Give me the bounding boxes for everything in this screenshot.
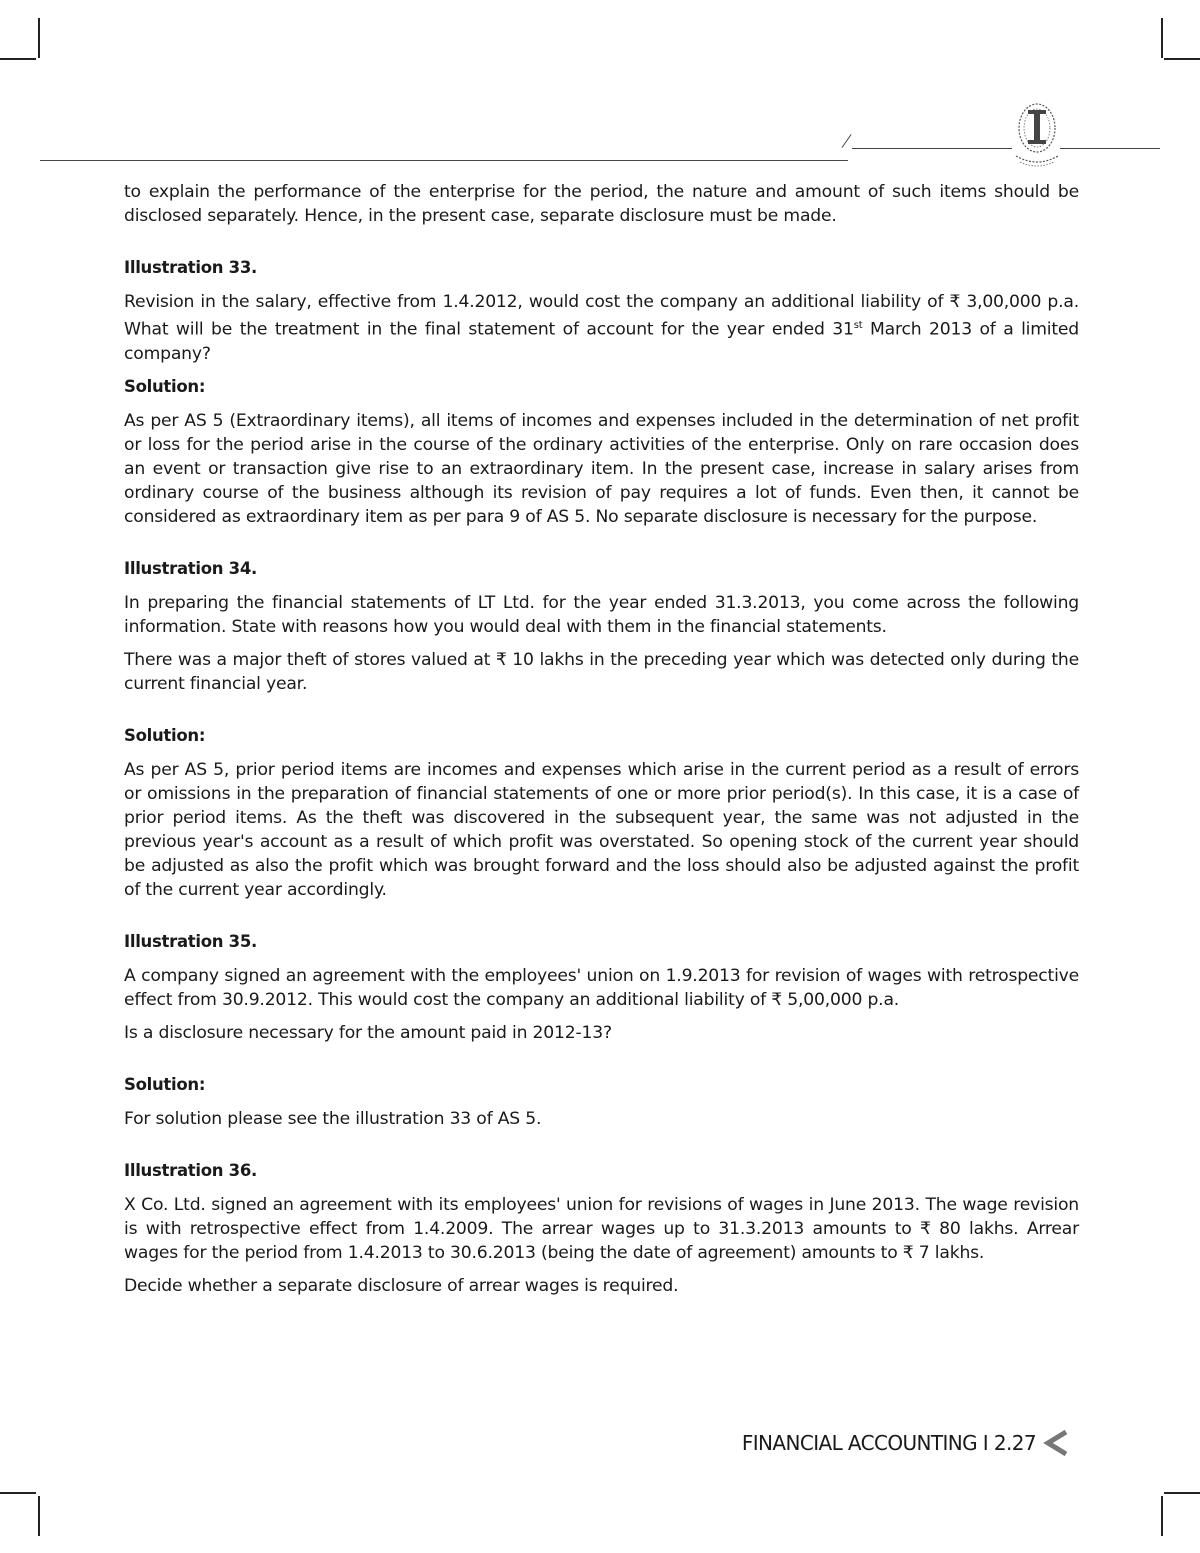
header-rule-slant [842,134,852,148]
crop-mark [1164,58,1200,60]
crop-mark [38,1496,40,1536]
crop-mark [0,1492,36,1494]
page-content [124,180,1079,1298]
illustration-question: A company signed an agreement with the employees' union on 1.9.2013 for revision of wages with retrospective effect from 30.9.2012. This would cost the company an additional liability of ₹ 5,00,000 p.a. [124,965,1079,1010]
illustration-question: Decide whether a separate disclosure of arrear wages is required. [124,1275,679,1296]
paragraph: to explain the performance of the enterprise for the period, the nature and amount of such items should be disclosed separately. Hence, in the present case, separate disclosure must be made. [124,182,1079,226]
crop-mark [1161,18,1163,58]
illustration-question: X Co. Ltd. signed an agreement with its employees' union for revisions of wages in June 2013. The wage revision is with retrospective effect from 1.4.2009. The arrear wages up to 31.3.2013 amounts to ₹ 80 lakhs. Arrear wages for the period from 1.4.2013 to 30.6.2013 (being the date of agreement) amounts to ₹ 7 lakhs. [124,1194,1079,1263]
solution-text: For solution please see the illustration 33 of AS 5. [124,1108,542,1129]
solution-heading: Solution: [124,1074,206,1094]
page-footer [742,1428,1068,1458]
crop-mark [1161,1496,1163,1536]
header-rule [40,160,848,161]
header-rule [852,148,1012,149]
illustration-question: Is a disclosure necessary for the amount paid in 2012-13? [124,1022,612,1043]
solution-text: As per AS 5, prior period items are incomes and expenses which arise in the current period as a result of errors or omissions in the preparation of financial statements of one or more prior period(s). In this case, it is a case of prior period items. As the theft was discovered in the subsequent year, the same was not adjusted in the previous year's account as a result of which profit was overstated. So opening stock of the current year should be adjusted as also the profit which was brought forward and the loss should also be adjusted against the profit of the current year accordingly. [124,759,1079,900]
crop-mark [38,18,40,58]
solution-text: As per AS 5 (Extraordinary items), all items of incomes and expenses included in the determination of net profit or loss for the period arise in the course of the ordinary activities of the enterprise. Only on rare occasion does an event or transaction give rise to an extraordinary item. In the present case, increase in salary arises from ordinary course of the business although its revision of pay requires a lot of funds. Even then, it cannot be considered as extraordinary item as per para 9 of AS 5. No separate disclosure is necessary for the purpose. [124,410,1079,527]
chevron-left-icon [1042,1428,1068,1458]
illustration-question: There was a major theft of stores valued at ₹ 10 lakhs in the preceding year which was detected only during the current financial year. [124,649,1079,694]
illustration-heading: Illustration 35. [124,931,257,951]
header-rule [1060,148,1160,149]
crop-mark [1164,1492,1200,1494]
institute-emblem-icon [1010,98,1064,172]
solution-heading: Solution: [124,376,206,396]
illustration-heading: Illustration 33. [124,258,257,277]
illustration-heading: Illustration 34. [124,558,257,578]
crop-mark [0,58,36,60]
illustration-question: In preparing the financial statements of LT Ltd. for the year ended 31.3.2013, you come across the following information. State with reasons how you would deal with them in the financial statements. [124,592,1079,637]
solution-heading: Solution: [124,725,206,745]
illustration-heading: Illustration 36. [124,1160,257,1180]
illustration-question: Revision in the salary, effective from 1.4.2012, would cost the company an additional liability of ₹ 3,00,000 p.a. What will be the treatment in the final statement of account for the year ended 31st March 2013 of a limited company? [124,292,1079,364]
footer-label: FINANCIAL ACCOUNTING I 2.27 [741,1431,1036,1455]
